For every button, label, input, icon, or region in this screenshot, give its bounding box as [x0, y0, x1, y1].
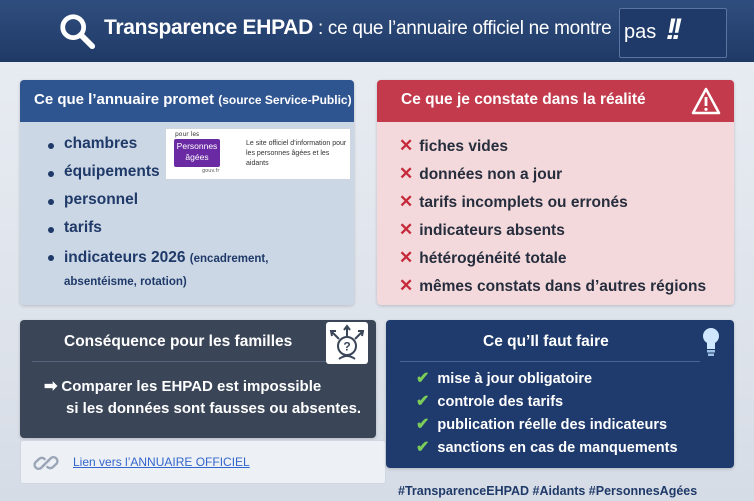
title-rest: : ce que l’annuaire officiel ne montre	[312, 18, 612, 39]
list-item	[416, 414, 678, 437]
promised-item-label: indicateurs 2026	[64, 249, 186, 266]
promised-title	[34, 91, 352, 108]
promised-item-label: équipements	[64, 163, 160, 180]
list-item	[399, 164, 706, 192]
todo-panel	[386, 320, 734, 468]
warning-icon	[691, 86, 721, 116]
reality-item-label: données non a jour	[419, 166, 563, 183]
reality-title: Ce que je constate dans la réalité	[401, 91, 646, 108]
list-item	[416, 368, 678, 391]
list-item	[48, 219, 334, 247]
todo-item-label: mise à jour obligatoire	[437, 371, 593, 387]
reality-item-label: fiches vides	[419, 138, 508, 155]
personnes-agees-logo	[165, 128, 351, 180]
divider	[400, 361, 700, 362]
promised-item-note: (encadrement, absentéisme, rotation)	[64, 253, 269, 288]
promised-item-label: tarifs	[64, 219, 102, 236]
consequence-line-2: si les données sont fausses ou absentes.	[66, 400, 362, 417]
check-icon: ✔	[416, 393, 430, 410]
list-item	[399, 192, 706, 220]
todo-list	[416, 368, 678, 460]
promised-source: (source Service-Public)	[218, 93, 352, 107]
reality-item-label: tarifs incomplets ou erronés	[419, 194, 628, 211]
logo-badge: Personnes âgées	[174, 139, 220, 167]
todo-item-label: sanctions en cas de manquements	[437, 440, 678, 456]
list-item	[399, 136, 706, 164]
list-item	[48, 191, 334, 219]
consequence-body	[44, 376, 361, 420]
title-bold: Transparence EHPAD	[104, 16, 313, 39]
check-icon: ✔	[416, 370, 430, 387]
consequence-title: Conséquence pour les familles	[64, 333, 293, 350]
logo-description: Le site officiel d’information pour les personnes âgées et les aidants	[246, 140, 347, 167]
reality-header	[377, 80, 734, 122]
check-icon: ✔	[416, 416, 430, 433]
lightbulb-icon	[700, 325, 722, 357]
official-directory-link-card[interactable]	[20, 440, 386, 484]
logo-pour-text: pour les	[175, 131, 200, 138]
todo-title: Ce qu’Il faut faire	[483, 333, 609, 350]
list-item	[399, 276, 706, 304]
reality-item-label: indicateurs absents	[419, 222, 565, 239]
logo-gouv: gouv.fr	[202, 168, 220, 174]
todo-item-label: publication réelle des indicateurs	[437, 417, 668, 433]
svg-text:?: ?	[343, 339, 351, 354]
list-item	[416, 391, 678, 414]
consequence-line-1: Comparer les EHPAD est impossible	[61, 378, 322, 395]
reality-item-label: hétérogénéité totale	[419, 250, 567, 267]
divider	[32, 361, 332, 362]
pas-box	[619, 8, 727, 58]
header-banner	[0, 0, 754, 62]
hashtags: #TransparenceEHPAD #Aidants #PersonnesAgées	[398, 484, 698, 498]
list-item	[399, 248, 706, 276]
cross-icon: ✕	[399, 276, 414, 295]
promised-header	[20, 80, 354, 122]
reality-list	[399, 136, 706, 304]
person-question-icon	[326, 322, 368, 364]
promised-title-text: Ce que l’annuaire promet	[34, 91, 215, 108]
link-icon	[33, 450, 59, 476]
cross-icon: ✕	[399, 220, 414, 239]
page-title	[104, 16, 611, 40]
promised-item-label: personnel	[64, 191, 139, 208]
arrow-right-icon: ➡	[44, 378, 58, 395]
cross-icon: ✕	[399, 136, 414, 155]
magnifier-icon	[58, 12, 96, 50]
cross-icon: ✕	[399, 164, 414, 183]
promised-panel	[20, 80, 354, 305]
promised-item-label: chambres	[64, 135, 138, 152]
list-item	[399, 220, 706, 248]
exclamation-mark: !!	[666, 13, 678, 46]
list-item	[416, 437, 678, 460]
official-directory-link[interactable]: Lien vers l’ANNUAIRE OFFICIEL	[73, 455, 250, 469]
list-item	[48, 247, 334, 293]
consequence-panel	[20, 320, 376, 438]
cross-icon: ✕	[399, 192, 414, 211]
cross-icon: ✕	[399, 248, 414, 267]
reality-panel	[377, 80, 734, 305]
todo-item-label: controle des tarifs	[437, 394, 564, 410]
check-icon: ✔	[416, 439, 430, 456]
reality-item-label: mêmes constats dans d’autres régions	[419, 278, 707, 295]
pas-word: pas	[624, 21, 657, 43]
